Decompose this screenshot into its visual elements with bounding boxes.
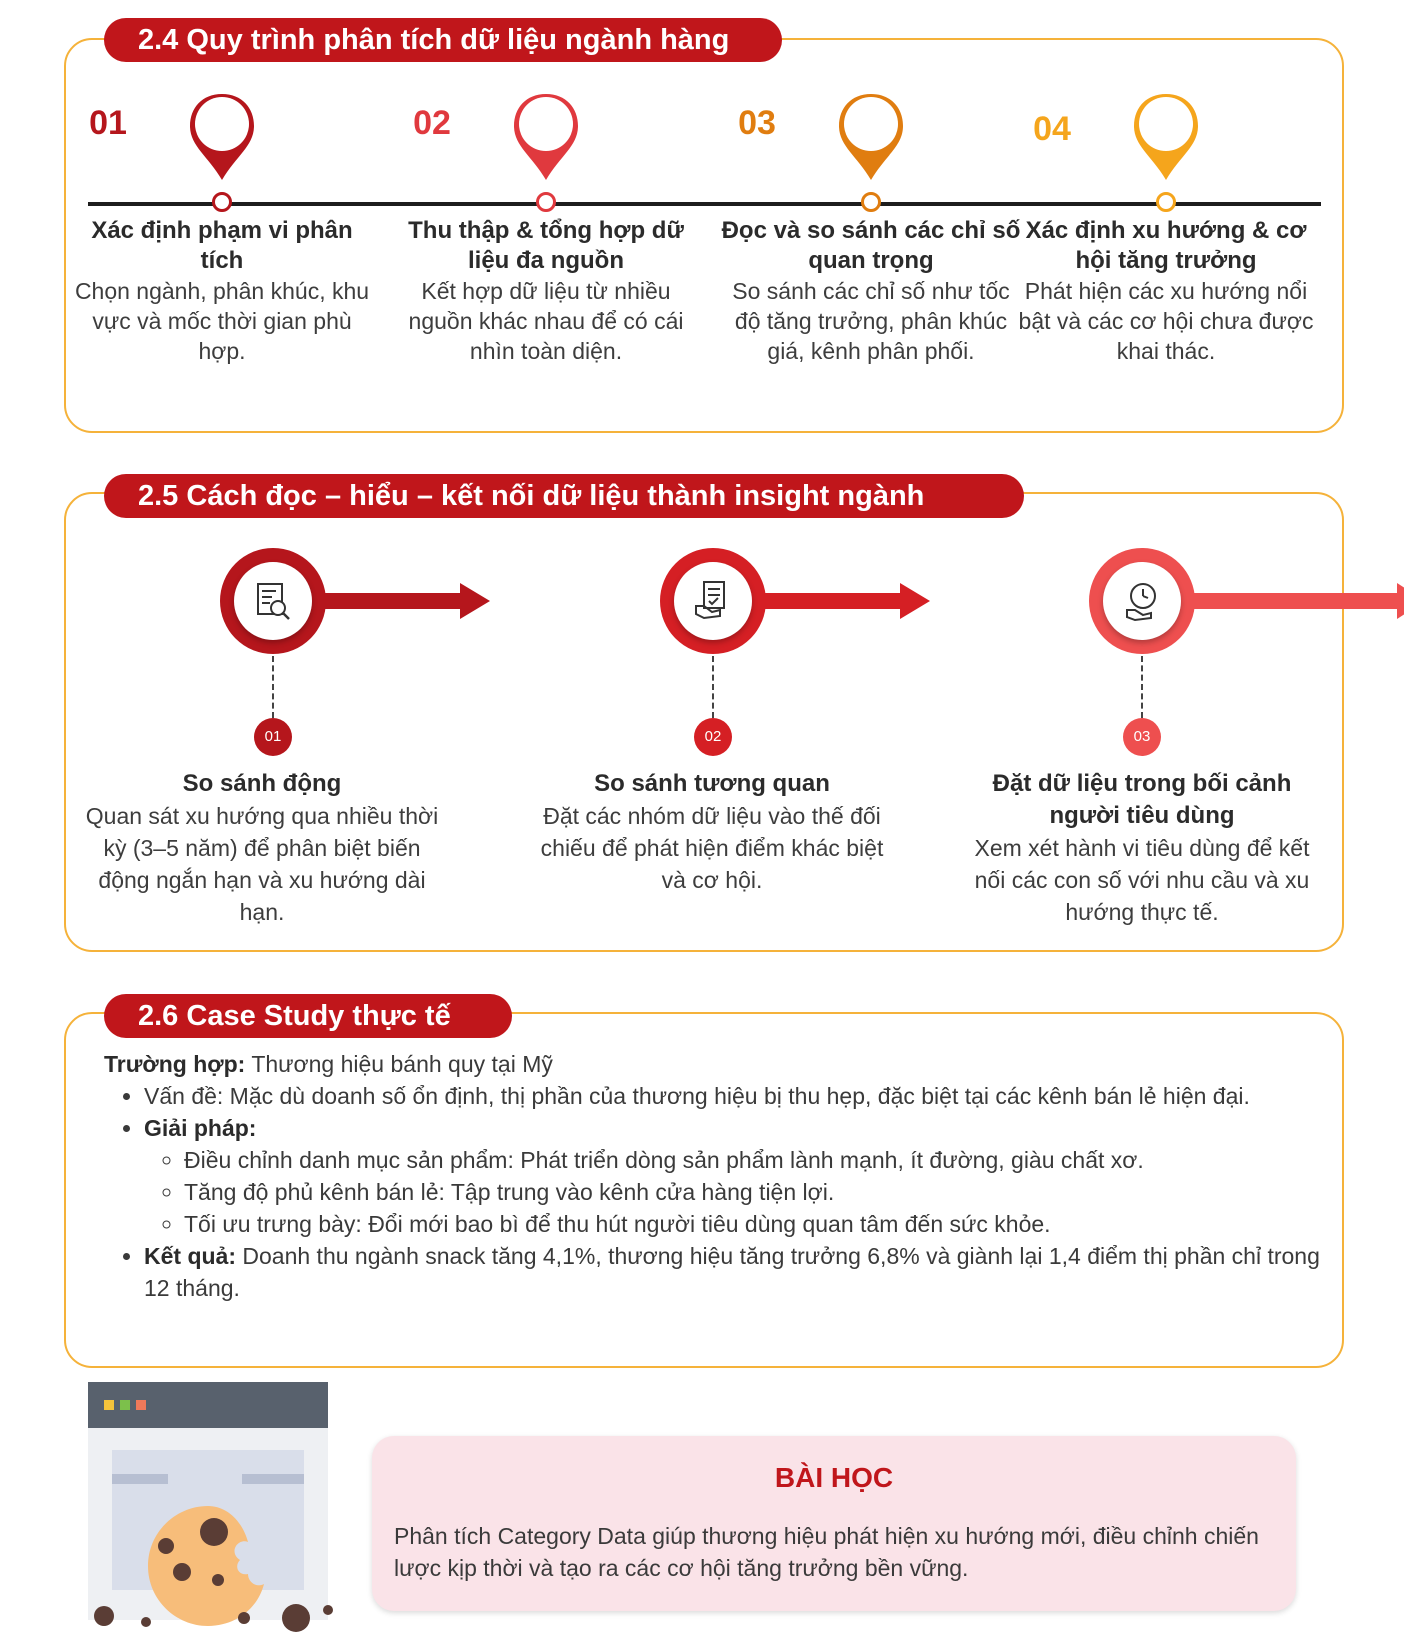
step-desc: Phát hiện các xu hướng nổi bật và các cơ hội chưa được khai thác. bbox=[1018, 278, 1314, 364]
dashed-connector bbox=[712, 656, 714, 718]
step-number: 03 bbox=[738, 104, 776, 142]
problem-item: • Vấn đề: Mặc dù doanh số ổn định, thị phần của thương hiệu bị thu hẹp, đặc biệt tại các kênh bán lẻ hiện đại. bbox=[144, 1080, 1324, 1112]
insight-title-2: So sánh tương quan bbox=[594, 770, 830, 797]
insight-desc-1: Quan sát xu hướng qua nhiều thời kỳ (3–5 năm) để phân biệt biến động ngắn hạn và xu hướng dài hạn. bbox=[85, 803, 439, 925]
dashed-connector bbox=[1141, 656, 1143, 718]
arrow-right-icon bbox=[760, 583, 930, 619]
timeline-line bbox=[88, 202, 1321, 206]
insight-ring bbox=[660, 548, 766, 654]
step-number: 04 bbox=[1033, 110, 1071, 148]
map-pin-icon bbox=[186, 90, 258, 186]
solution-item bbox=[144, 1112, 1324, 1240]
step-desc: Kết hợp dữ liệu từ nhiều nguồn khác nhau để có cái nhìn toàn diện. bbox=[408, 278, 684, 364]
clock-hand-icon bbox=[1103, 562, 1181, 640]
section-title-insight: 2.5 Cách đọc – hiểu – kết nối dữ liệu thành insight ngành bbox=[104, 474, 1024, 518]
timeline-dot bbox=[212, 192, 232, 212]
insight-number: 01 bbox=[254, 718, 292, 756]
solution-label: Giải pháp: bbox=[144, 1115, 257, 1141]
step-title: Xác định phạm vi phân tích bbox=[91, 217, 353, 274]
case-label: Trường hợp: bbox=[104, 1051, 246, 1077]
step-desc: Chọn ngành, phân khúc, khu vực và mốc thời gian phù hợp. bbox=[74, 278, 370, 364]
timeline-dot bbox=[1156, 192, 1176, 212]
insight-ring bbox=[220, 548, 326, 654]
arrow-right-icon bbox=[1189, 583, 1404, 619]
arrow-right-icon bbox=[320, 583, 490, 619]
step-title: Thu thập & tổng hợp dữ liệu đa nguồn bbox=[408, 217, 684, 274]
result-item bbox=[144, 1240, 1324, 1304]
solution-sub-item: ◦ Điều chỉnh danh mục sản phẩm: Phát triển dòng sản phẩm lành mạnh, ít đường, giàu chất xơ. bbox=[184, 1144, 1324, 1176]
solution-sub-item: ◦ Tối ưu trưng bày: Đổi mới bao bì để thu hút người tiêu dùng quan tâm đến sức khỏe. bbox=[184, 1208, 1324, 1240]
timeline-dot bbox=[536, 192, 556, 212]
step-number: 01 bbox=[89, 104, 127, 142]
insight-desc-2: Đặt các nhóm dữ liệu vào thế đối chiếu để phát hiện điểm khác biệt và cơ hội. bbox=[540, 803, 884, 893]
insight-desc-3: Xem xét hành vi tiêu dùng để kết nối các con số với nhu cầu và xu hướng thực tế. bbox=[974, 835, 1310, 925]
solution-sub-item: ◦ Tăng độ phủ kênh bán lẻ: Tập trung vào kênh cửa hàng tiện lợi. bbox=[184, 1176, 1324, 1208]
step-number: 02 bbox=[413, 104, 451, 142]
insight-number: 03 bbox=[1123, 718, 1161, 756]
document-search-icon bbox=[234, 562, 312, 640]
case-line bbox=[104, 1048, 1324, 1080]
map-pin-icon bbox=[835, 90, 907, 186]
browser-cookie-illustration bbox=[88, 1382, 348, 1641]
insight-number: 02 bbox=[694, 718, 732, 756]
lesson-box bbox=[372, 1436, 1296, 1611]
case-list bbox=[104, 1080, 1324, 1304]
step-title: Đọc và so sánh các chỉ số quan trọng bbox=[721, 217, 1021, 274]
result-label: Kết quả: bbox=[144, 1243, 236, 1269]
case-study-body bbox=[104, 1048, 1324, 1304]
section-title-process: 2.4 Quy trình phân tích dữ liệu ngành hàng bbox=[104, 18, 782, 62]
step-desc: So sánh các chỉ số như tốc độ tăng trưởng, phân khúc giá, kênh phân phối. bbox=[732, 278, 1010, 364]
solution-list bbox=[144, 1144, 1324, 1240]
step-title: Xác định xu hướng & cơ hội tăng trưởng bbox=[1025, 217, 1307, 274]
timeline-dot bbox=[861, 192, 881, 212]
section-title-case-study: 2.6 Case Study thực tế bbox=[104, 994, 512, 1038]
lesson-text: Phân tích Category Data giúp thương hiệu phát hiện xu hướng mới, điều chỉnh chiến lược kịp thời và tạo ra các cơ hội tăng trưởng bền vững. bbox=[394, 1523, 1259, 1581]
insight-ring bbox=[1089, 548, 1195, 654]
insight-title-3: Đặt dữ liệu trong bối cảnh người tiêu dùng bbox=[992, 770, 1292, 829]
lesson-title: BÀI HỌC bbox=[774, 1462, 894, 1493]
case-value: Thương hiệu bánh quy tại Mỹ bbox=[245, 1051, 553, 1077]
result-value: Doanh thu ngành snack tăng 4,1%, thương hiệu tăng trưởng 6,8% và giành lại 1,4 điểm thị phần chỉ trong 12 tháng. bbox=[144, 1243, 1320, 1301]
dashed-connector bbox=[272, 656, 274, 718]
checklist-hand-icon bbox=[674, 562, 752, 640]
insight-title-1: So sánh động bbox=[182, 770, 342, 797]
map-pin-icon bbox=[1130, 90, 1202, 186]
map-pin-icon bbox=[510, 90, 582, 186]
